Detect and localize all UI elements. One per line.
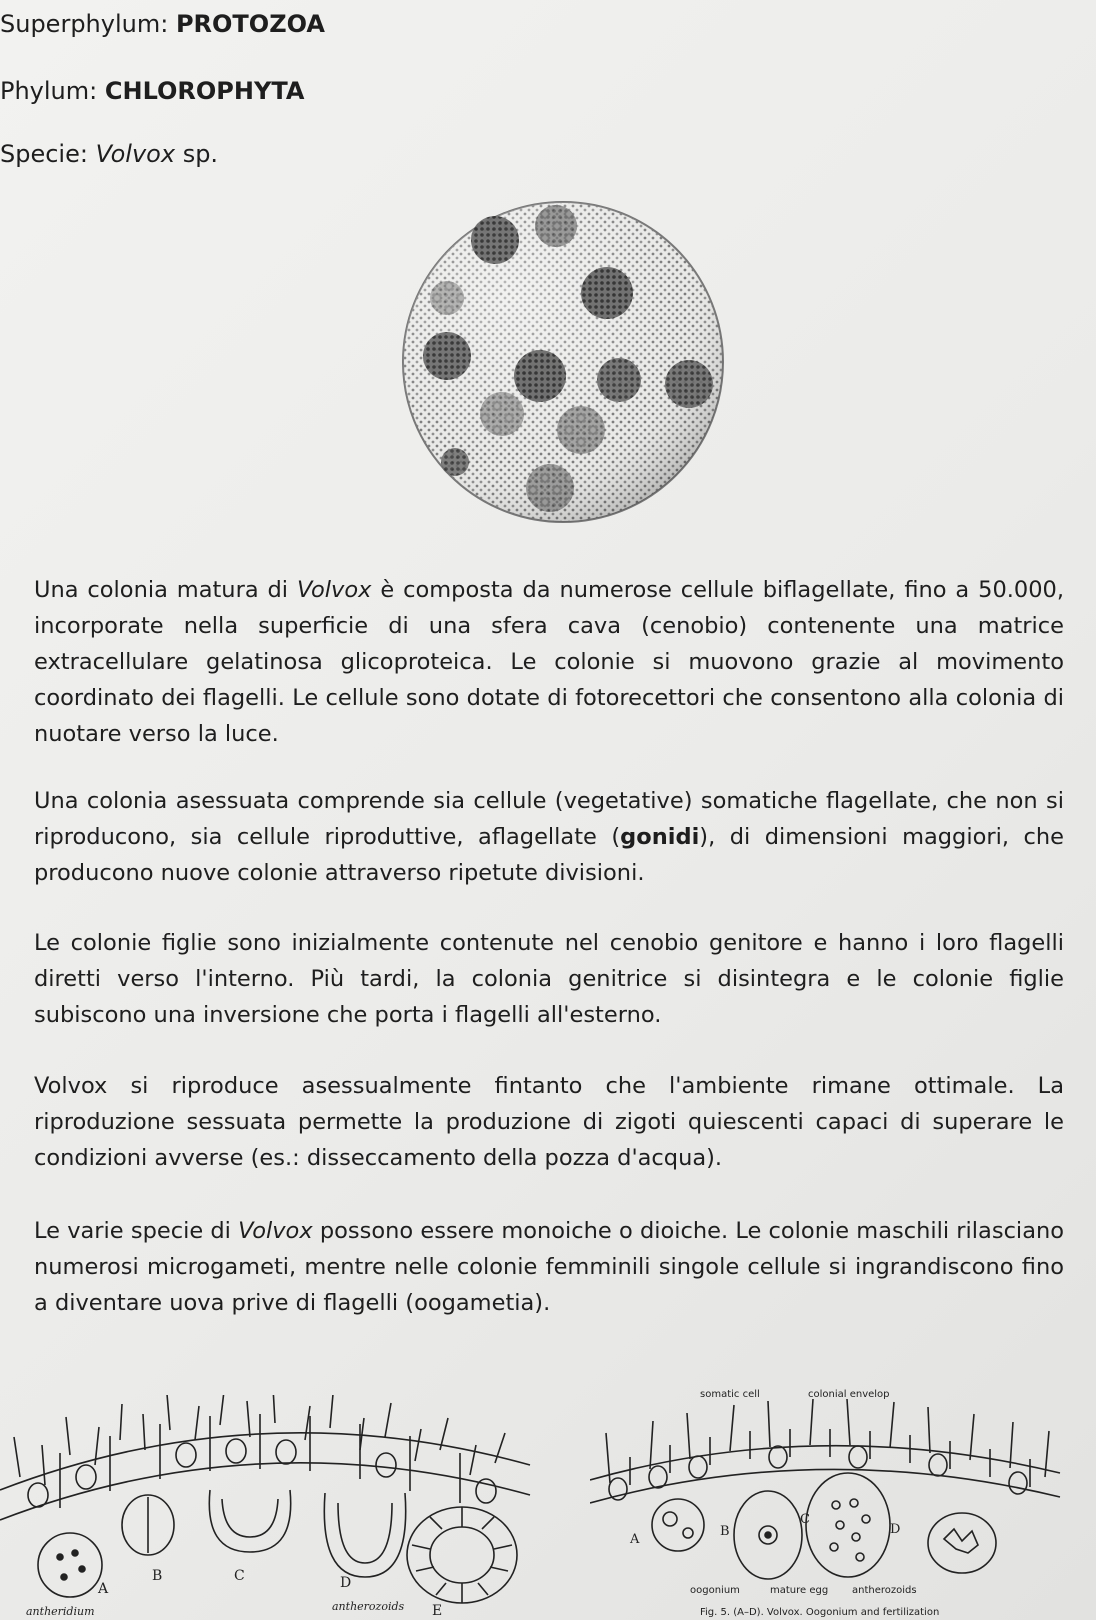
paragraph-1: Una colonia matura di Volvox è composta da numerose cellule biflagellate, fino a 50.000, incorporate nella superficie di una sfera cava (cenobio) contenente una matrice extracellulare gelatinosa glicoproteica. Le colonie si muovono grazie al movimento coordinato dei flagelli. Le cellule sono dotate di fotorecettori che consentono alla colonia di nuotare verso la luce.	[34, 577, 1065, 747]
oogonium-diagram	[590, 1385, 1080, 1620]
antheridium-diagram	[0, 1395, 560, 1620]
paragraph-4: Volvox si riproduce asessualmente fintanto che l'ambiente rimane ottimale. La riproduzione sessuata permette la produzione di zigoti quiescenti capaci di superare le condizioni avverse (es.: disseccamento della pozza d'acqua).	[34, 1073, 1064, 1171]
left-caption-antherozoids: antherozoids	[332, 1600, 405, 1613]
paragraph-2: Una colonia asessuata comprende sia cellule (vegetative) somatiche flagellate, che non si riproducono, sia cellule riproduttive, aflagellate (gonidi), di dimensioni maggiori, che producono nuove colonie attraverso ripetute divisioni.	[34, 788, 1064, 886]
right-caption-oogonium: oogonium	[690, 1585, 740, 1596]
right-caption-somatic-cell: somatic cell	[700, 1389, 760, 1400]
paragraph-3: Le colonie figlie sono inizialmente contenute nel cenobio genitore e hanno i loro flagelli diretti verso l'interno. Più tardi, la colonia genitrice si disintegra e le colonie figlie subiscono una inversione che porta i flagelli all'esterno.	[34, 930, 1064, 1028]
left-caption-antheridium: antheridium	[26, 1605, 95, 1618]
genus-volvox: Volvox	[296, 577, 372, 603]
left-label-b: B	[152, 1568, 163, 1584]
left-label-a: A	[98, 1581, 109, 1597]
genus-volvox: Volvox	[238, 1218, 313, 1244]
phylum-line	[0, 77, 304, 105]
species-line	[0, 140, 218, 168]
right-label-a: A	[630, 1532, 640, 1547]
term-gonidi: gonidi	[620, 824, 700, 850]
right-label-d: D	[890, 1522, 901, 1537]
right-caption-antherozoids: antherozoids	[852, 1585, 917, 1596]
superphylum-line	[0, 10, 325, 38]
left-label-e: E	[432, 1603, 443, 1619]
right-caption-mature-egg: mature egg	[770, 1585, 829, 1596]
superphylum-label: Superphylum:	[0, 10, 169, 38]
left-label-d: D	[340, 1575, 352, 1591]
species-label: Specie:	[0, 140, 88, 168]
right-label-b: B	[720, 1524, 730, 1539]
species-suffix: sp.	[182, 140, 219, 168]
right-label-c: C	[800, 1512, 810, 1527]
phylum-value: CHLOROPHYTA	[104, 77, 305, 105]
left-label-c: C	[234, 1568, 245, 1584]
phylum-label: Phylum:	[0, 77, 98, 105]
species-genus: Volvox	[95, 140, 176, 168]
paragraph-5: Le varie specie di Volvox possono essere monoiche o dioiche. Le colonie maschili rilasciano numerosi microgameti, mentre nelle colonie femminili singole cellule si ingrandiscono fino a diventare uova prive di flagelli (oogametia).	[34, 1218, 1065, 1316]
right-caption-figure: Fig. 5. (A–D). Volvox. Oogonium and fertilization	[700, 1607, 940, 1618]
superphylum-value: PROTOZOA	[175, 10, 325, 38]
right-caption-colonial-envelop: colonial envelop	[808, 1389, 890, 1400]
volvox-colony-illustration	[395, 196, 725, 536]
